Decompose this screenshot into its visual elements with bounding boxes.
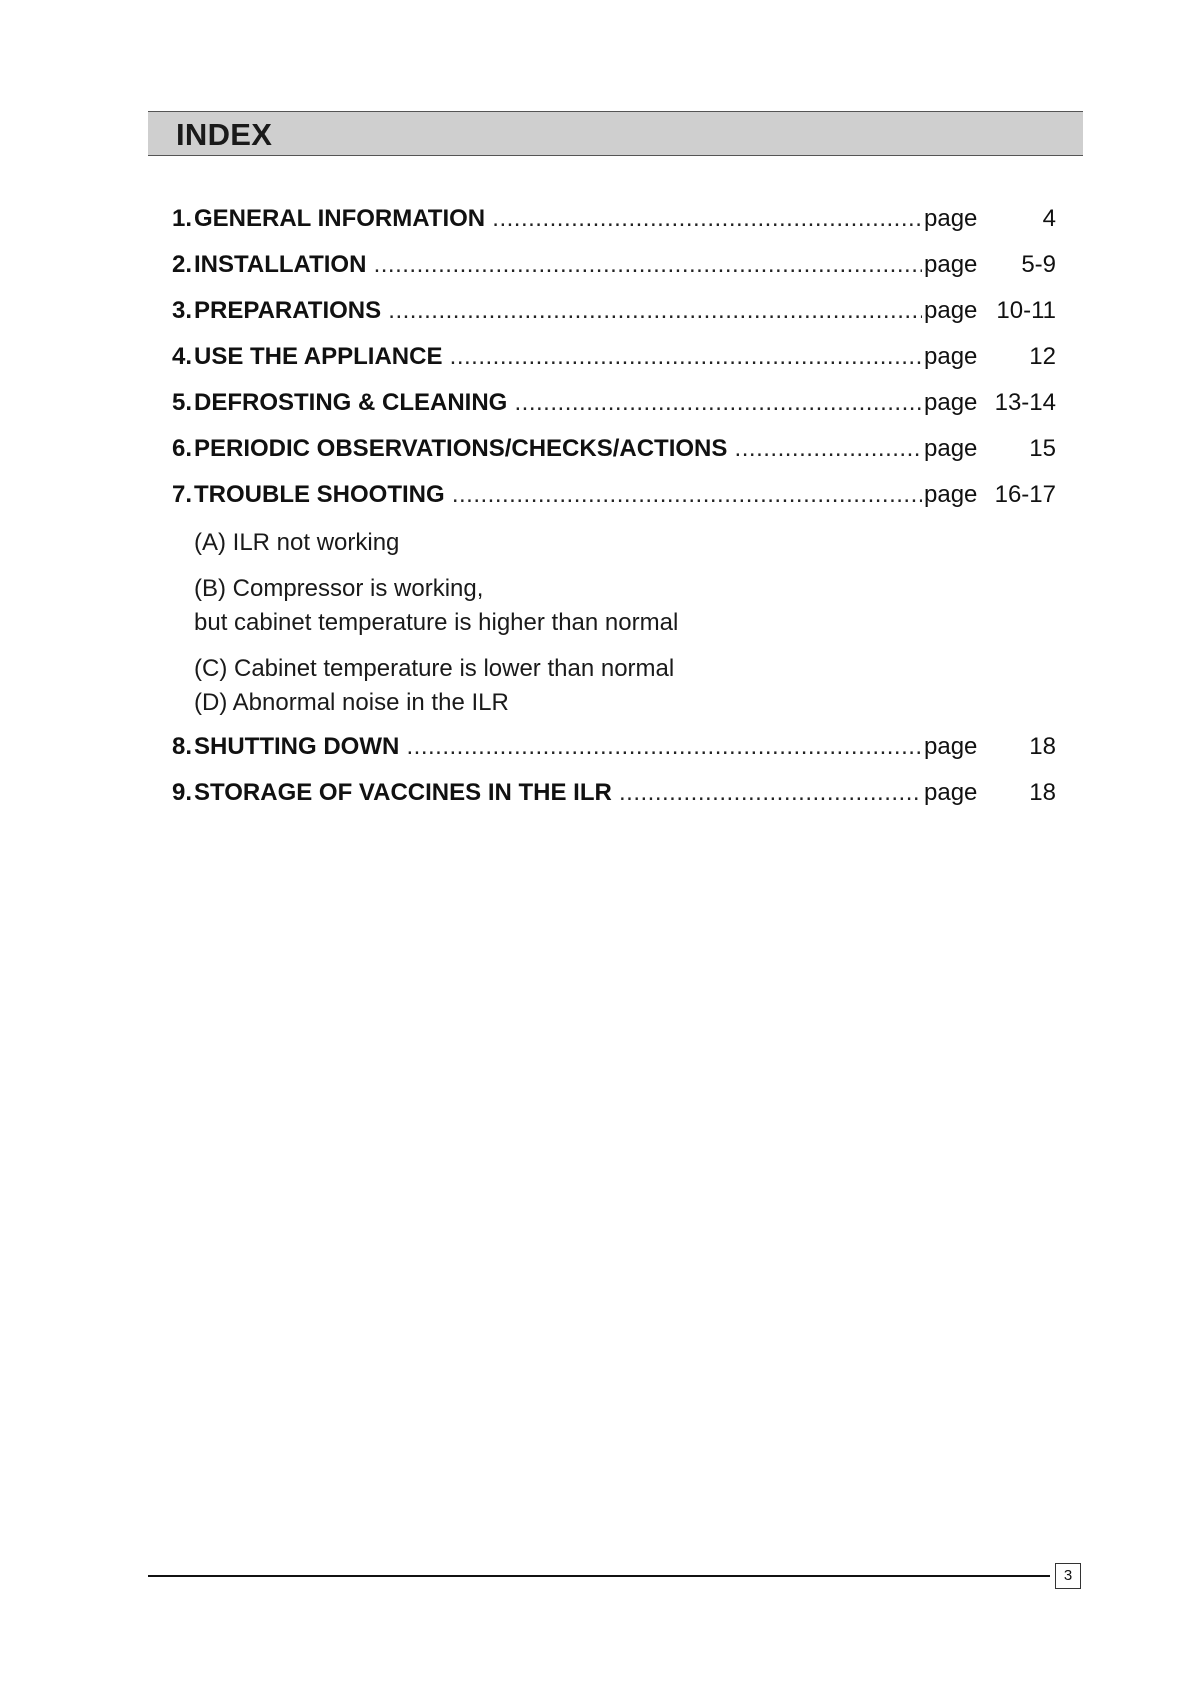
toc-entry-defrosting-cleaning[interactable] bbox=[160, 388, 1056, 434]
entry-page-word: page bbox=[922, 250, 992, 280]
table-of-contents bbox=[160, 204, 1056, 824]
index-title-bar bbox=[148, 111, 1083, 156]
toc-entry-periodic-observations[interactable] bbox=[160, 434, 1056, 480]
trouble-item-d: (D) Abnormal noise in the ILR bbox=[194, 689, 509, 716]
entry-label: USE THE APPLIANCE ..... bbox=[194, 342, 937, 372]
entry-number: 2. bbox=[171, 251, 192, 278]
entry-number: 5. bbox=[171, 389, 192, 416]
entry-page-number: 15 bbox=[1029, 435, 1056, 462]
entry-page-number: 18 bbox=[1029, 733, 1056, 760]
entry-page-number: 5-9 bbox=[1021, 251, 1056, 278]
entry-number: 7. bbox=[171, 481, 192, 508]
entry-page-number: 13-14 bbox=[994, 389, 1056, 416]
entry-label: PREPARATIONS ..... bbox=[194, 296, 937, 326]
entry-number: 4. bbox=[171, 343, 192, 370]
entry-number: 8. bbox=[171, 733, 192, 760]
entry-page-word: page bbox=[922, 480, 992, 510]
toc-entry-general-information[interactable] bbox=[160, 204, 1056, 250]
trouble-item-b: (B) Compressor is working, bbox=[194, 575, 484, 602]
trouble-item-a: (A) ILR not working bbox=[194, 529, 400, 556]
entry-page-word: page bbox=[922, 204, 992, 234]
toc-entry-trouble-shooting[interactable] bbox=[160, 480, 1056, 526]
entry-page-number: 16-17 bbox=[994, 481, 1056, 508]
trouble-item-b-continued: but cabinet temperature is higher than normal bbox=[194, 609, 679, 636]
toc-entry-installation[interactable] bbox=[160, 250, 1056, 296]
entry-number: 3. bbox=[171, 297, 192, 324]
trouble-item-c: (C) Cabinet temperature is lower than normal bbox=[194, 655, 675, 682]
toc-entry-preparations[interactable] bbox=[160, 296, 1056, 342]
entry-page-word: page bbox=[922, 342, 992, 372]
entry-number: 6. bbox=[171, 435, 192, 462]
entry-label: INSTALLATION ..... bbox=[194, 250, 937, 280]
entry-page-number: 18 bbox=[1029, 779, 1056, 806]
entry-label: DEFROSTING & CLEANING ..... bbox=[194, 388, 937, 418]
entry-page-word: page bbox=[922, 732, 992, 762]
entry-label: PERIODIC OBSERVATIONS/CHECKS/ACTIONS ..... bbox=[194, 434, 937, 464]
entry-label: STORAGE OF VACCINES IN THE ILR ..... bbox=[194, 778, 937, 808]
footer-rule bbox=[148, 1575, 1050, 1577]
entry-page-word: page bbox=[922, 388, 992, 418]
entry-page-word: page bbox=[922, 434, 992, 464]
entry-label: GENERAL INFORMATION ..... bbox=[194, 204, 937, 234]
entry-page-number: 4 bbox=[1042, 205, 1056, 232]
entry-page-word: page bbox=[922, 296, 992, 326]
entry-page-number: 10-11 bbox=[996, 297, 1056, 324]
entry-page-number: 12 bbox=[1029, 343, 1056, 370]
toc-entry-shutting-down[interactable] bbox=[160, 732, 1056, 778]
entry-number: 1. bbox=[171, 205, 192, 232]
page-title: INDEX bbox=[176, 117, 273, 152]
toc-entry-use-the-appliance[interactable] bbox=[160, 342, 1056, 388]
entry-label: TROUBLE SHOOTING ..... bbox=[194, 480, 937, 510]
page-number-box: 3 bbox=[1055, 1563, 1081, 1589]
entry-page-word: page bbox=[922, 778, 992, 808]
entry-label: SHUTTING DOWN ..... bbox=[194, 732, 937, 762]
toc-entry-storage-of-vaccines[interactable] bbox=[160, 778, 1056, 824]
entry-number: 9. bbox=[171, 779, 192, 806]
